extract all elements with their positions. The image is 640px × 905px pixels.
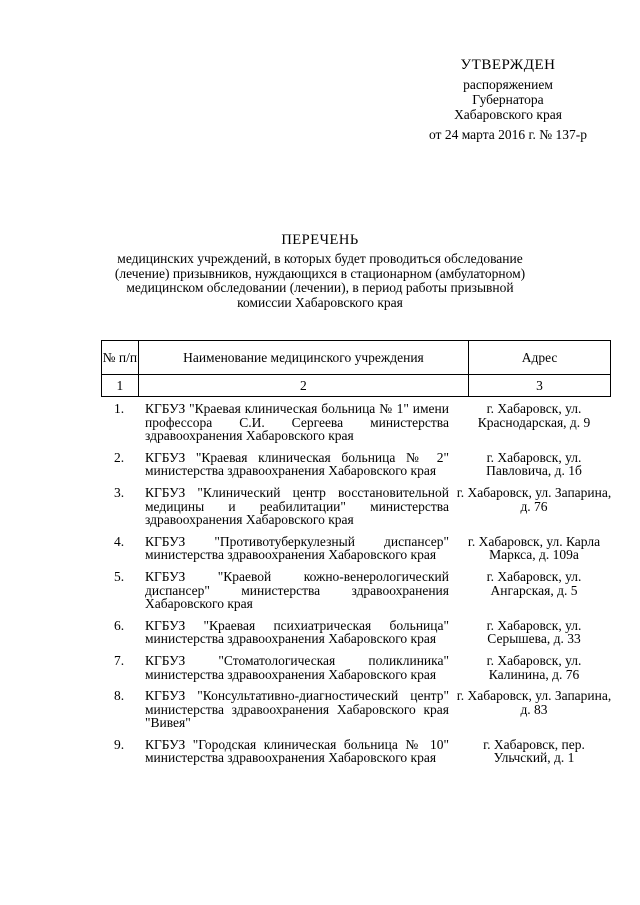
institution-name: КГБУЗ "Краевая клиническая больница № 2" министерства здравоохранения Хабаровского края bbox=[145, 449, 449, 479]
row-number: 5. bbox=[113, 568, 125, 584]
institution-address: г. Хабаровск, пер. Ульчский, д. 1 bbox=[483, 736, 585, 766]
table-row bbox=[101, 535, 611, 562]
row-number: 9. bbox=[113, 736, 125, 752]
approval-line-1: распоряжением bbox=[463, 77, 553, 92]
table-row bbox=[101, 570, 611, 611]
table-header bbox=[101, 340, 611, 397]
table-row bbox=[101, 689, 611, 730]
table-row bbox=[101, 451, 611, 478]
row-number: 7. bbox=[113, 652, 125, 668]
header-num: № п/п bbox=[102, 341, 139, 375]
approval-line-2: Губернатора bbox=[472, 92, 544, 107]
list-subtitle: медицинских учреждений, в которых будет проводиться обследование (лечение) призывников, нуждающихся в стационарном (амбулаторном) медицинском обследовании (лечении), в период работы призывной комиссии Хабаровского края bbox=[114, 251, 526, 310]
institution-address: г. Хабаровск, ул. Серышева, д. 33 bbox=[486, 617, 582, 647]
institution-name: КГБУЗ "Краевая психиатрическая больница" министерства здравоохранения Хабаровского края bbox=[145, 617, 449, 647]
table-row bbox=[101, 619, 611, 646]
institution-address: г. Хабаровск, ул. Карла Маркса, д. 109а bbox=[467, 533, 601, 563]
institution-name: КГБУЗ "Стоматологическая поликлиника" министерства здравоохранения Хабаровского края bbox=[145, 652, 449, 682]
institution-name: КГБУЗ "Клинический центр восстановительной медицины и реабилитации" министерства здравоохранения Хабаровского края bbox=[145, 484, 449, 528]
row-number: 3. bbox=[113, 484, 125, 500]
institution-name: КГБУЗ "Консультативно-диагностический центр" министерства здравоохранения Хабаровского края "Вивея" bbox=[145, 688, 449, 731]
institutions-list bbox=[101, 402, 611, 773]
approval-date: от 24 марта 2016 г. № 137-р bbox=[428, 127, 588, 142]
list-title: ПЕРЕЧЕНЬ bbox=[281, 232, 359, 248]
table-row bbox=[101, 486, 611, 527]
institution-name: КГБУЗ "Краевая клиническая больница № 1" имени профессора С.И. Сергеева министерства здравоохранения Хабаровского края bbox=[145, 401, 449, 444]
table-row bbox=[101, 402, 611, 443]
row-number: 6. bbox=[113, 617, 125, 633]
row-number: 1. bbox=[113, 401, 125, 416]
approval-line-3: Хабаровского края bbox=[454, 107, 562, 122]
table-row bbox=[101, 654, 611, 681]
institution-address: г. Хабаровск, ул. Калинина, д. 76 bbox=[486, 652, 582, 682]
row-number: 4. bbox=[113, 533, 125, 549]
institution-name: КГБУЗ "Противотуберкулезный диспансер" министерства здравоохранения Хабаровского края bbox=[145, 533, 449, 563]
institution-address: г. Хабаровск, ул. Запарина, д. 83 bbox=[456, 688, 612, 717]
institution-address: г. Хабаровск, ул. Краснодарская, д. 9 bbox=[477, 401, 591, 430]
header-name: Наименование медицинского учреждения bbox=[138, 341, 468, 375]
institution-address: г. Хабаровск, ул. Запарина, д. 76 bbox=[456, 484, 612, 514]
header-address: Адрес bbox=[469, 341, 611, 375]
table-row bbox=[101, 738, 611, 765]
row-number: 8. bbox=[113, 688, 125, 704]
index-cell: 1 bbox=[102, 375, 139, 397]
approval-stamp bbox=[408, 58, 608, 142]
index-cell: 2 bbox=[138, 375, 468, 397]
row-number: 2. bbox=[113, 449, 125, 465]
institution-address: г. Хабаровск, ул. Павловича, д. 1б bbox=[486, 449, 582, 479]
approval-title: УТВЕРЖДЕН bbox=[460, 57, 556, 73]
institution-address: г. Хабаровск, ул. Ангарская, д. 5 bbox=[486, 568, 582, 598]
index-cell: 3 bbox=[469, 375, 611, 397]
institution-name: КГБУЗ "Городская клиническая больница № 10" министерства здравоохранения Хабаровского края bbox=[145, 736, 449, 766]
institution-name: КГБУЗ "Краевой кожно-венерологический диспансер" министерства здравоохранения Хабаровского края bbox=[145, 568, 449, 612]
